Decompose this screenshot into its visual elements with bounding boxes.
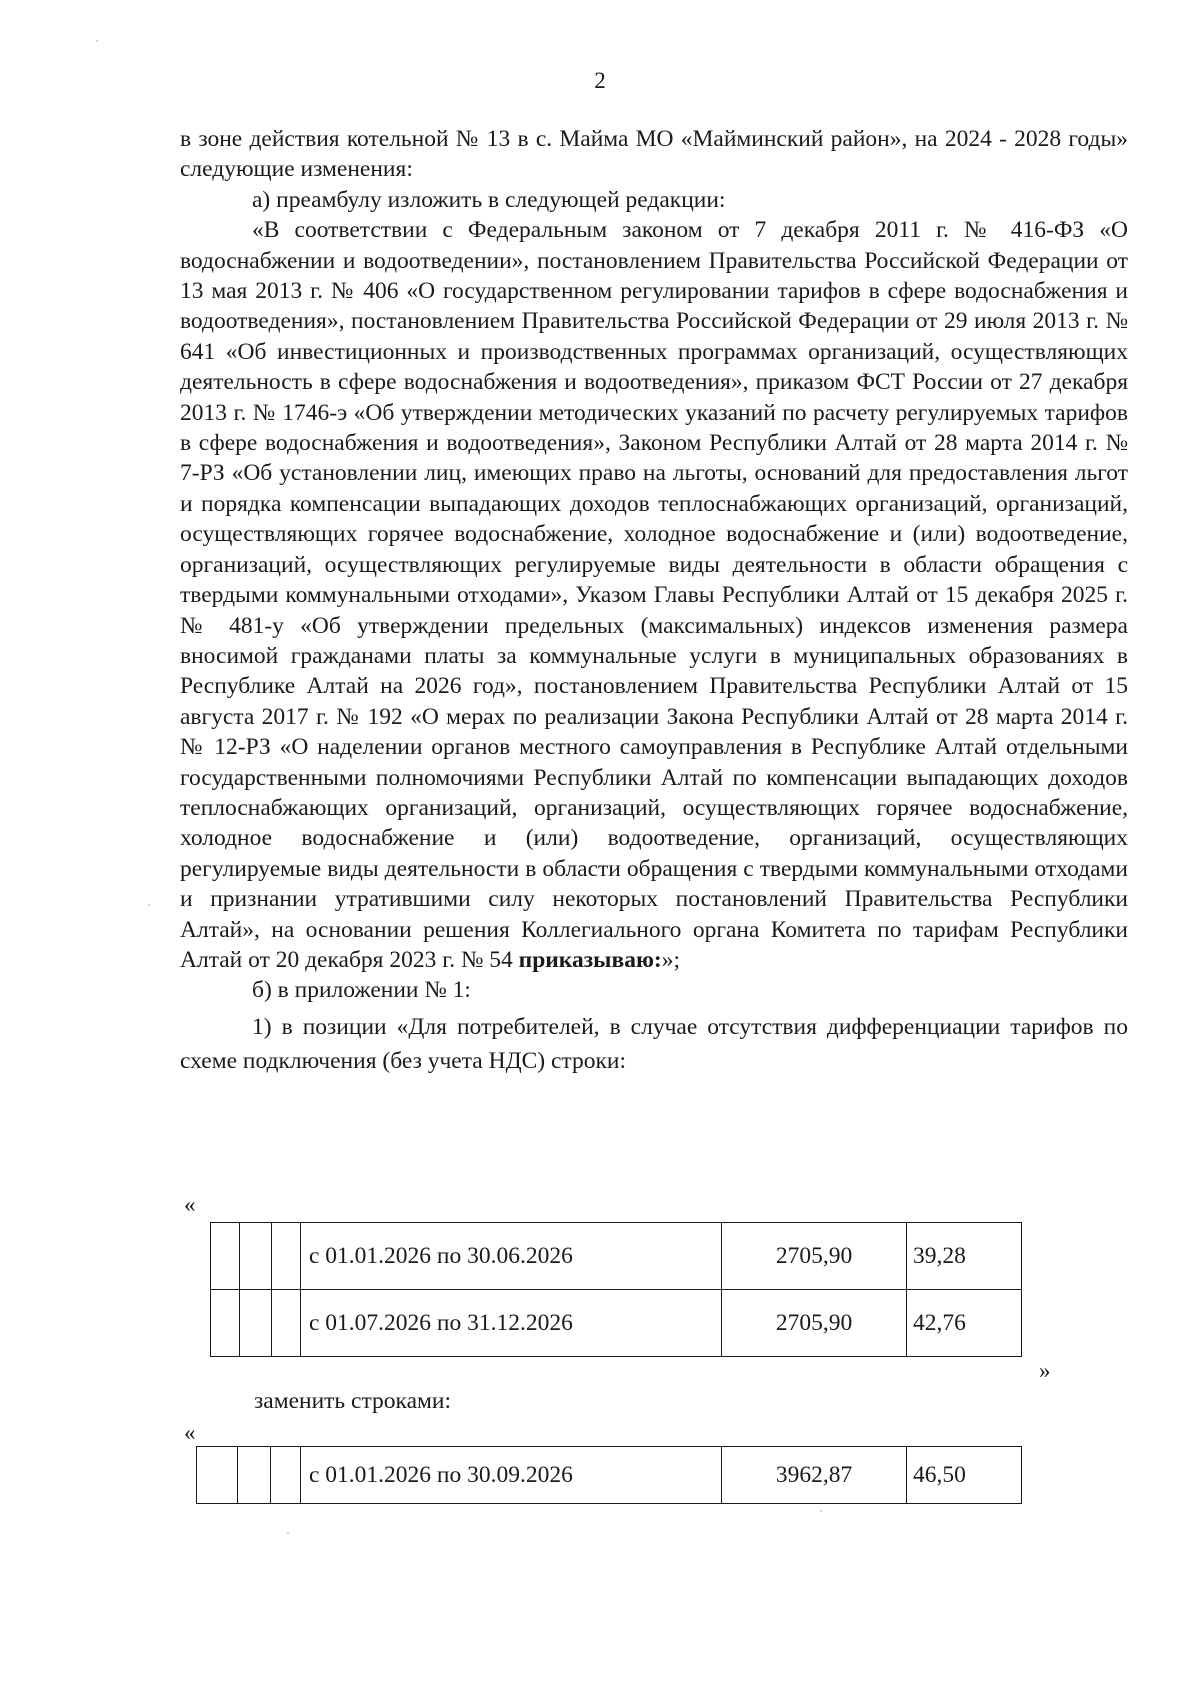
empty-cell [238,1447,271,1504]
empty-cell [197,1447,238,1504]
price-cell: 3962,87 [722,1447,907,1504]
period-cell: с 01.07.2026 по 31.12.2026 [301,1290,722,1357]
old-rows-table [210,1222,1022,1357]
empty-cell [240,1223,272,1290]
empty-cell [271,1447,301,1504]
rate-cell: 46,50 [907,1447,1022,1504]
old-rows-close-quote: » [1039,1358,1051,1383]
table-row [211,1290,1022,1357]
intro-paragraph: в зоне действия котельной № 13 в с. Майма МО «Майминский район», на 2024 - 2028 годы» следующие изменения: [180,126,1128,183]
page-number: 2 [594,68,606,93]
document-body [180,124,1128,1078]
period-cell: с 01.01.2026 по 30.06.2026 [301,1223,722,1290]
empty-cell [272,1223,301,1290]
preamble-bold-word: приказываю: [518,946,662,973]
price-cell: 2705,90 [722,1290,907,1357]
item-b-paragraph: б) в приложении № 1: [252,977,471,1004]
preamble-paragraph [180,215,1128,975]
replace-label: заменить строками: [254,1388,451,1414]
rate-cell: 42,76 [907,1290,1022,1357]
table-row [197,1447,1022,1504]
item-a-paragraph: а) преамбулу изложить в следующей редакции: [252,186,726,213]
preamble-text: «В соответствии с Федеральным законом от 7 декабря 2011 г. № 416-ФЗ «О водоснабжении и водоотведении», постановлением Правительства Российской Федерации от 13 мая 2013 г. № 406 «О государственном регулировании тарифов в сфере водоснабжения и водоотведения», постановлением Правительства Российской Федерации от 29 июля 2013 г. № 641 «Об инвестиционных и производственных программах организаций, осуществляющих деятельность в сфере водоснабжения и водоотведения», приказом ФСТ России от 27 декабря 2013 г. № 1746-э «Об утверждении методических указаний по расчету регулируемых тарифов в сфере водоснабжения и водоотведения», Законом Республики Алтай от 28 марта 2014 г. № 7-РЗ «Об установлении лиц, имеющих право на льготы, оснований для предоставления льгот и порядка компенсации выпадающих доходов теплоснабжающих организаций, организаций, осуществляющих горячее водоснабжение, холодное водоснабжение и (или) водоотведение, организаций, осуществляющих регулируемые виды деятельности в области обращения с твердыми коммунальными отходами», Указом Главы Республики Алтай от 15 декабря 2025 г. № 481-у «Об утверждении предельных (максимальных) индексов изменения размера вносимой гражданами платы за коммунальные услуги в муниципальных образованиях в Республике Алтай на 2026 год», постановлением Правительства Республики Алтай от 15 августа 2017 г. № 192 «О мерах по реализации Закона Республики Алтай от 28 марта 2014 г. № 12-РЗ «О наделении органов местного самоуправления в Республике Алтай отдельными государственными полномочиями Республики Алтай по компенсации выпадающих доходов теплоснабжающих организаций, организаций, осуществляющих горячее водоснабжение, холодное водоснабжение и (или) водоотведение, организаций, осуществляющих регулируемые виды деятельности в области обращения с твердыми коммунальными отходами и признании утратившими силу некоторых постановлений Правительства Республики Алтай», на основании решения Коллегиального органа Комитета по тарифам Республики Алтай от 20 декабря 2023 г. № 54 [180,217,1128,973]
empty-cell [272,1290,301,1357]
price-cell: 2705,90 [722,1223,907,1290]
new-rows-open-quote: « [184,1420,196,1445]
empty-cell [211,1223,240,1290]
item-1-paragraph: 1) в позиции «Для потребителей, в случае отсутствия дифференциации тарифов по схеме подключения (без учета НДС) строки: [180,1013,1128,1074]
preamble-end: »; [661,946,681,973]
scan-speck [820,1510,822,1512]
new-rows-table [196,1446,1022,1504]
empty-cell [240,1290,272,1357]
table-row [211,1223,1022,1290]
period-cell: с 01.01.2026 по 30.09.2026 [301,1447,722,1504]
old-rows-open-quote: « [184,1192,196,1217]
scan-speck [148,904,150,906]
empty-cell [211,1290,240,1357]
rate-cell: 39,28 [907,1223,1022,1290]
scan-speck [96,40,98,42]
scan-speck [287,1532,289,1534]
